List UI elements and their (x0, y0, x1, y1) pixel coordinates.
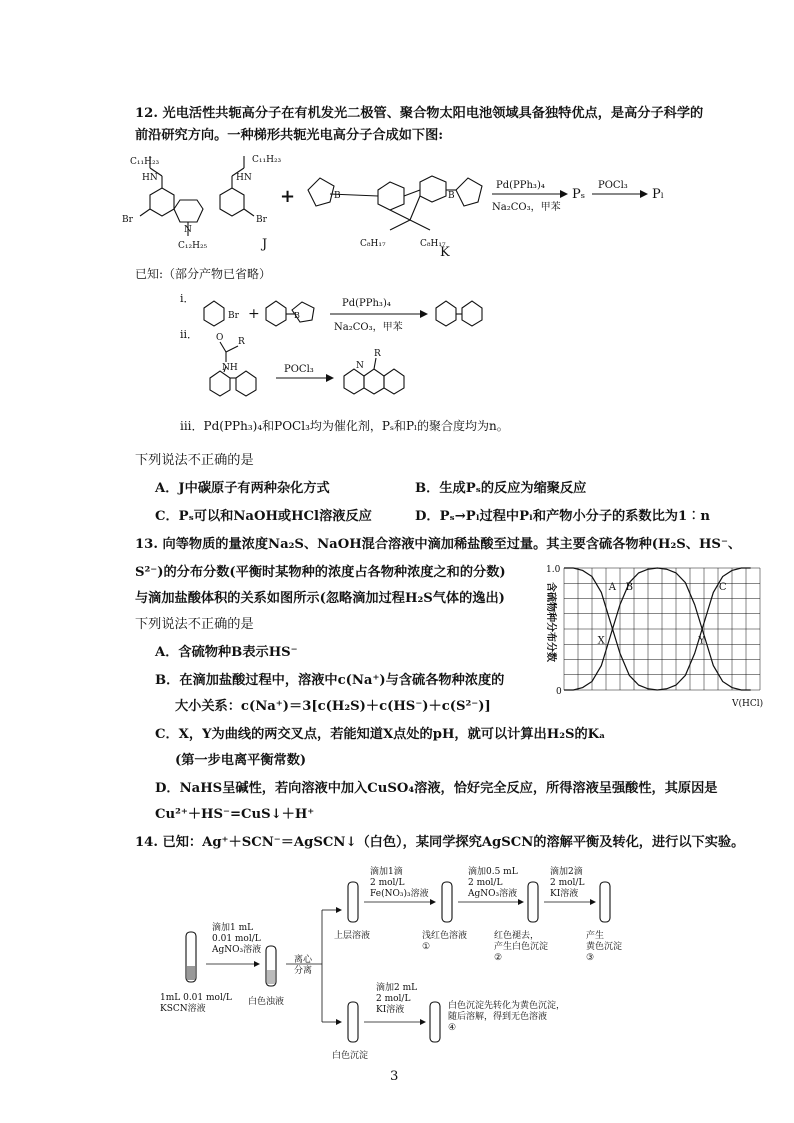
q14-upper: 上层溶液 (334, 931, 371, 941)
svg-text:B: B (334, 191, 341, 201)
chart-label-A: A (608, 581, 617, 593)
q13-question: 下列说法不正确的是 (135, 617, 254, 632)
q13-stem-line1: 13. 向等物质的量浓度Na₂S、NaOH混合溶液中滴加稀盐酸至过量。其主要含硫各物种(H₂S、HS⁻、 (135, 537, 742, 552)
ii-nh: NH (222, 363, 238, 373)
ii-label: ii． (180, 328, 199, 341)
q13-option-c-line2: (第一步电离平衡常数) (175, 753, 307, 768)
svg-text:N: N (184, 225, 192, 235)
tube-kscn (186, 932, 196, 982)
svg-text:+: + (280, 186, 296, 207)
chart-label-B: B (625, 581, 633, 593)
reagent-top: Pd(PPh₃)₄ (496, 180, 545, 191)
q13-option-a[interactable]: A．含硫物种B表示HS⁻ (155, 645, 298, 660)
chart-ytick-top: 1.0 (546, 565, 561, 575)
q12-option-c[interactable]: C．Pₛ可以和NaOH或HCl溶液反应 (155, 509, 372, 524)
j-c12: C₁₂H₂₅ (178, 241, 208, 251)
j-nh-right: HN (236, 173, 252, 183)
q13-option-d-line2: Cu²⁺＋HS⁻=CuS↓＋H⁺ (155, 807, 315, 822)
q13-option-b-line2: 大小关系：c(Na⁺)＝3[c(H₂S)＋c(HS⁻)＋c(S²⁻)] (175, 699, 491, 714)
known-reaction-ii (180, 328, 440, 408)
q14-centrifuge: 离心分离 (294, 955, 313, 976)
j-br-right: Br (256, 215, 267, 225)
q13-option-c-line1[interactable]: C．X，Y为曲线的两交叉点，若能知道X点处的pH，就可以计算出H₂S的Kₐ (155, 727, 606, 742)
q12-option-a[interactable]: A．J中碳原子有两种杂化方式 (155, 481, 330, 496)
q14-res2: 红色褪去，产生白色沉淀 ② (494, 931, 549, 963)
label-j: J (262, 237, 268, 252)
q14-tube0: 1mL 0.01 mol/L KSCN溶液 (160, 993, 232, 1014)
j-c11-right: C₁₁H₂₃ (252, 155, 282, 165)
label-k: K (440, 245, 450, 260)
chart-label-C: C (718, 581, 727, 593)
q14-res4: 白色沉淀先转化为黄色沉淀，随后溶解，得到无色溶液 ④ (448, 1001, 566, 1033)
svg-text:B: B (448, 191, 455, 201)
page-number: 3 (390, 1069, 399, 1084)
k-c8-left: C₈H₁₇ (360, 239, 386, 249)
chart-ylabel: 含硫物种分布分数 (545, 582, 556, 662)
chart-label-X: X (597, 635, 605, 647)
q14-add4: 滴加2 mL 2 mol/L KI溶液 (376, 983, 418, 1015)
reagent-pocl3: POCl₃ (598, 180, 628, 191)
q13-stem-line2: S²⁻)的分布分数(平衡时某物种的浓度占各物种浓度之和的分数) (135, 565, 506, 580)
i-label: i． (180, 292, 195, 305)
reagent-bottom: Na₂CO₃，甲苯 (492, 202, 561, 213)
q14-stem: 14. 已知：Ag⁺＋SCN⁻＝AgSCN↓（白色），某同学探究AgSCN的溶解平衡及转化，进行以下实验。 (135, 835, 745, 850)
q14-add3: 滴加2滴 2 mol/L KI溶液 (550, 867, 585, 899)
product-ps: Pₛ (572, 187, 586, 202)
q14-tube1: 白色浊液 (248, 997, 285, 1007)
q12-option-d[interactable]: D．Pₛ→Pₗ过程中Pₗ和产物小分子的系数比为1︰n (415, 509, 710, 524)
svg-text:+: + (248, 306, 260, 322)
svg-text:Br: Br (228, 311, 239, 321)
known-label: 已知:（部分产物已省略） (135, 267, 272, 281)
chart-xlabel: V(HCl) (732, 699, 764, 709)
q12-stem-line2: 前沿研究方向。一种梯形共轭光电高分子合成如下图: (135, 128, 444, 143)
q14-experiment-diagram (150, 862, 750, 1062)
j-c11-left: C₁₁H₂₃ (130, 157, 160, 167)
q12-reaction-scheme (120, 150, 680, 260)
q14-add2: 滴加0.5 mL 2 mol/L AgNO₃溶液 (468, 867, 518, 899)
q14-add0: 滴加1 mL 0.01 mol/L AgNO₃溶液 (212, 923, 262, 955)
ii-reagent: POCl₃ (284, 364, 314, 375)
q14-res3: 产生黄色沉淀 ③ (586, 931, 623, 963)
q12-question: 下列说法不正确的是 (135, 453, 254, 468)
known-iii: iii．Pd(PPh₃)₄和POCl₃均为催化剂，Pₛ和Pₗ的聚合度均为n。 (180, 419, 509, 433)
svg-text:O: O (216, 333, 224, 343)
j-nh-left: HN (142, 173, 158, 183)
ii-r-right: R (374, 349, 381, 359)
q14-add1: 滴加1滴 2 mol/L Fe(NO₃)₃溶液 (370, 867, 429, 899)
q13-distribution-chart (520, 562, 780, 710)
j-br-left: Br (122, 215, 133, 225)
q13-option-b-line1[interactable]: B．在滴加盐酸过程中，溶液中c(Na⁺)与含硫各物种浓度的 (155, 673, 505, 688)
chart-grid (564, 568, 760, 690)
i-reagent-top: Pd(PPh₃)₄ (342, 298, 391, 309)
ii-n: N (356, 361, 364, 371)
q14-res1: 浅红色溶液 ① (422, 931, 468, 952)
q12-stem-line1: 12. 光电活性共轭高分子在有机发光二极管、聚合物太阳电池领域具备独特优点，是高分子科学的 (135, 106, 704, 121)
q14-lower: 白色沉淀 (332, 1051, 369, 1061)
chart-ytick-bottom: 0 (556, 687, 562, 697)
q13-option-d-line1[interactable]: D．NaHS呈碱性，若向溶液中加入CuSO₄溶液，恰好完全反应，所得溶液呈强酸性，其原因是 (155, 781, 718, 796)
k-c8-right: C₈H₁₇ (420, 239, 446, 249)
q13-stem-line3: 与滴加盐酸体积的关系如图所示(忽略滴加过程H₂S气体的逸出) (135, 591, 505, 606)
svg-text:B: B (294, 311, 300, 320)
i-reagent-bottom: Na₂CO₃，甲苯 (334, 322, 403, 333)
ii-r-left: R (238, 337, 245, 347)
chart-label-Y: Y (698, 635, 706, 647)
q12-option-b[interactable]: B．生成Pₛ的反应为缩聚反应 (415, 481, 587, 496)
product-pl: Pₗ (652, 187, 664, 202)
